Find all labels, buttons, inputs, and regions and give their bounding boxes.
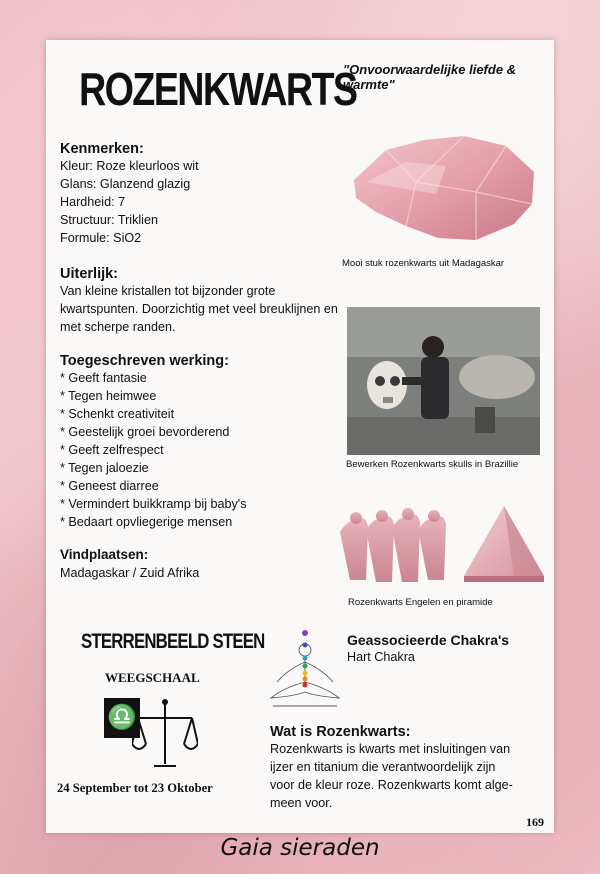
angels-pyramid-image: [336, 502, 548, 590]
chakra-meditation-icon: [265, 626, 345, 712]
scales-icon: [132, 696, 198, 772]
werking-heading: Toegeschreven werking:: [60, 353, 229, 369]
libra-symbol-icon: ♎: [104, 698, 140, 738]
uiterlijk-section: [60, 266, 342, 336]
page-title: ROZENKWARTS: [79, 63, 357, 115]
werking-section: [60, 353, 350, 531]
footer-brand: Gaia sieraden: [220, 835, 380, 861]
wat-is-line: voor de kleur roze. Rozenkwarts komt alge-: [270, 778, 513, 792]
zodiac-sign-name: WEEGSCHAAL: [105, 670, 200, 685]
werking-list: [60, 369, 350, 531]
list-item: * Schenkt creativiteit: [60, 407, 175, 421]
stone-caption: Mooi stuk rozenkwarts uit Madagaskar: [342, 258, 505, 269]
list-item: * Geeft fantasie: [60, 371, 147, 385]
list-item: * Geeft zelfrespect: [60, 443, 164, 457]
wat-is-line: ijzer en titanium die verantwoordelijk zijn: [270, 760, 496, 774]
kenmerken-structuur: Structuur: Triklien: [60, 213, 158, 227]
wat-is-line: meen voor.: [270, 796, 333, 810]
kenmerken-glans: Glans: Glanzend glazig: [60, 177, 191, 191]
sterrenbeeld-heading: STERRENBEELD STEEN: [81, 630, 265, 653]
kenmerken-heading: Kenmerken:: [60, 141, 144, 157]
wat-is-line: Rozenkwarts is kwarts met insluitingen van: [270, 742, 511, 756]
kenmerken-hardheid: Hardheid: 7: [60, 195, 126, 209]
kenmerken-kleur: Kleur: Roze kleurloos wit: [60, 159, 199, 173]
vindplaatsen-heading: Vindplaatsen:: [60, 547, 149, 562]
chakra-heading: Geassocieerde Chakra's: [347, 632, 510, 648]
wat-is-text: [270, 740, 550, 812]
kenmerken-list: [60, 157, 360, 247]
chakra-value: Hart Chakra: [347, 650, 415, 664]
uiterlijk-text: Van kleine kristallen tot bijzonder grote kwartspunten. Doorzichtig met veel breuklijnen en met scherpe randen.: [60, 284, 338, 334]
skull-caption: Bewerken Rozenkwarts skulls in Brazillie: [346, 459, 519, 470]
list-item: * Tegen heimwee: [60, 389, 157, 403]
kenmerken-section: [60, 141, 360, 247]
vindplaatsen-section: [60, 547, 340, 582]
zodiac-dates: 24 September tot 23 Oktober: [57, 781, 213, 795]
angels-caption: Rozenkwarts Engelen en piramide: [348, 597, 493, 608]
wat-is-heading: Wat is Rozenkwarts:: [270, 724, 411, 740]
wat-is-section: [270, 724, 550, 812]
rose-quartz-stone-image: [346, 122, 541, 252]
page-number: 169: [526, 815, 544, 829]
kenmerken-formule: Formule: SiO2: [60, 231, 142, 245]
chakra-section: [347, 632, 509, 666]
vindplaatsen-text: Madagaskar / Zuid Afrika: [60, 566, 200, 580]
list-item: * Geestelijk groei bevorderend: [60, 425, 230, 439]
list-item: * Tegen jaloezie: [60, 461, 149, 475]
tagline-quote: "Onvoorwaardelijke liefde & warmte": [343, 62, 517, 92]
list-item: * Vermindert buikkramp bij baby's: [60, 497, 247, 511]
uiterlijk-heading: Uiterlijk:: [60, 266, 119, 282]
list-item: * Bedaart opvliegerige mensen: [60, 515, 233, 529]
page-card: [46, 40, 554, 833]
list-item: * Geneest diarree: [60, 479, 159, 493]
skull-carving-photo: [347, 307, 540, 455]
